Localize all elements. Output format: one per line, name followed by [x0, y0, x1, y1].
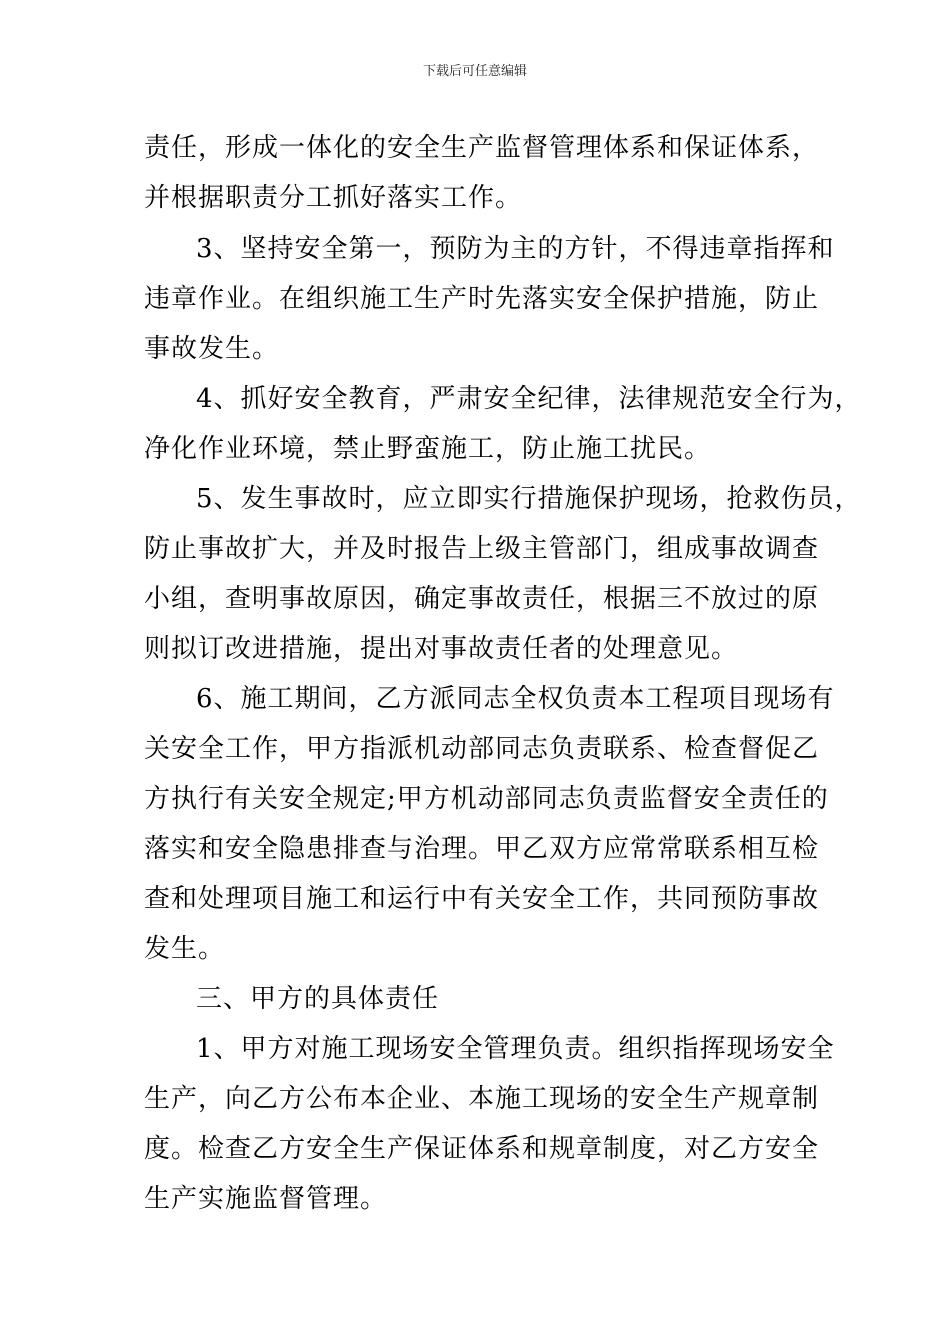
body-line: 5、发生事故时，应立即实行措施保护现场，抢救伤员，: [196, 484, 862, 514]
body-line: 责任，形成一体化的安全生产监督管理体系和保证体系，: [144, 133, 820, 163]
body-line: 关安全工作，甲方指派机动部同志负责联系、检查督促乙: [144, 734, 820, 764]
section-heading: 三、甲方的具体责任: [196, 984, 440, 1014]
body-line: 3、坚持安全第一，预防为主的方针，不得违章指挥和: [196, 234, 835, 264]
body-line: 落实和安全隐患排查与治理。甲乙双方应常常联系相互检: [144, 834, 820, 864]
body-line: 则拟订改进措施，提出对事故责任者的处理意见。: [144, 634, 739, 664]
page-header-note: 下载后可任意编辑: [422, 64, 527, 79]
body-line: 事故发生。: [144, 334, 280, 364]
body-line: 生产实施监督管理。: [144, 1184, 388, 1214]
body-line: 违章作业。在组织施工生产时先落实安全保护措施，防止: [144, 284, 820, 314]
body-line: 6、施工期间，乙方派同志全权负责本工程项目现场有: [196, 684, 835, 714]
body-line: 查和处理项目施工和运行中有关安全工作，共同预防事故: [144, 884, 820, 914]
body-line: 方执行有关安全规定;甲方机动部同志负责监督安全责任的: [144, 784, 829, 814]
body-line: 并根据职责分工抓好落实工作。: [144, 183, 523, 213]
body-line: 度。检查乙方安全生产保证体系和规章制度，对乙方安全: [144, 1134, 820, 1164]
body-line: 防止事故扩大，并及时报告上级主管部门，组成事故调查: [144, 534, 820, 564]
body-line: 发生。: [144, 934, 226, 964]
body-line: 生产，向乙方公布本企业、本施工现场的安全生产规章制: [144, 1084, 820, 1114]
body-line: 1、甲方对施工现场安全管理负责。组织指挥现场安全: [196, 1034, 835, 1064]
body-line: 净化作业环境，禁止野蛮施工，防止施工扰民。: [144, 434, 712, 464]
body-line: 4、抓好安全教育，严肃安全纪律，法律规范安全行为，: [196, 384, 862, 414]
body-line: 小组，查明事故原因，确定事故责任，根据三不放过的原: [144, 584, 820, 614]
